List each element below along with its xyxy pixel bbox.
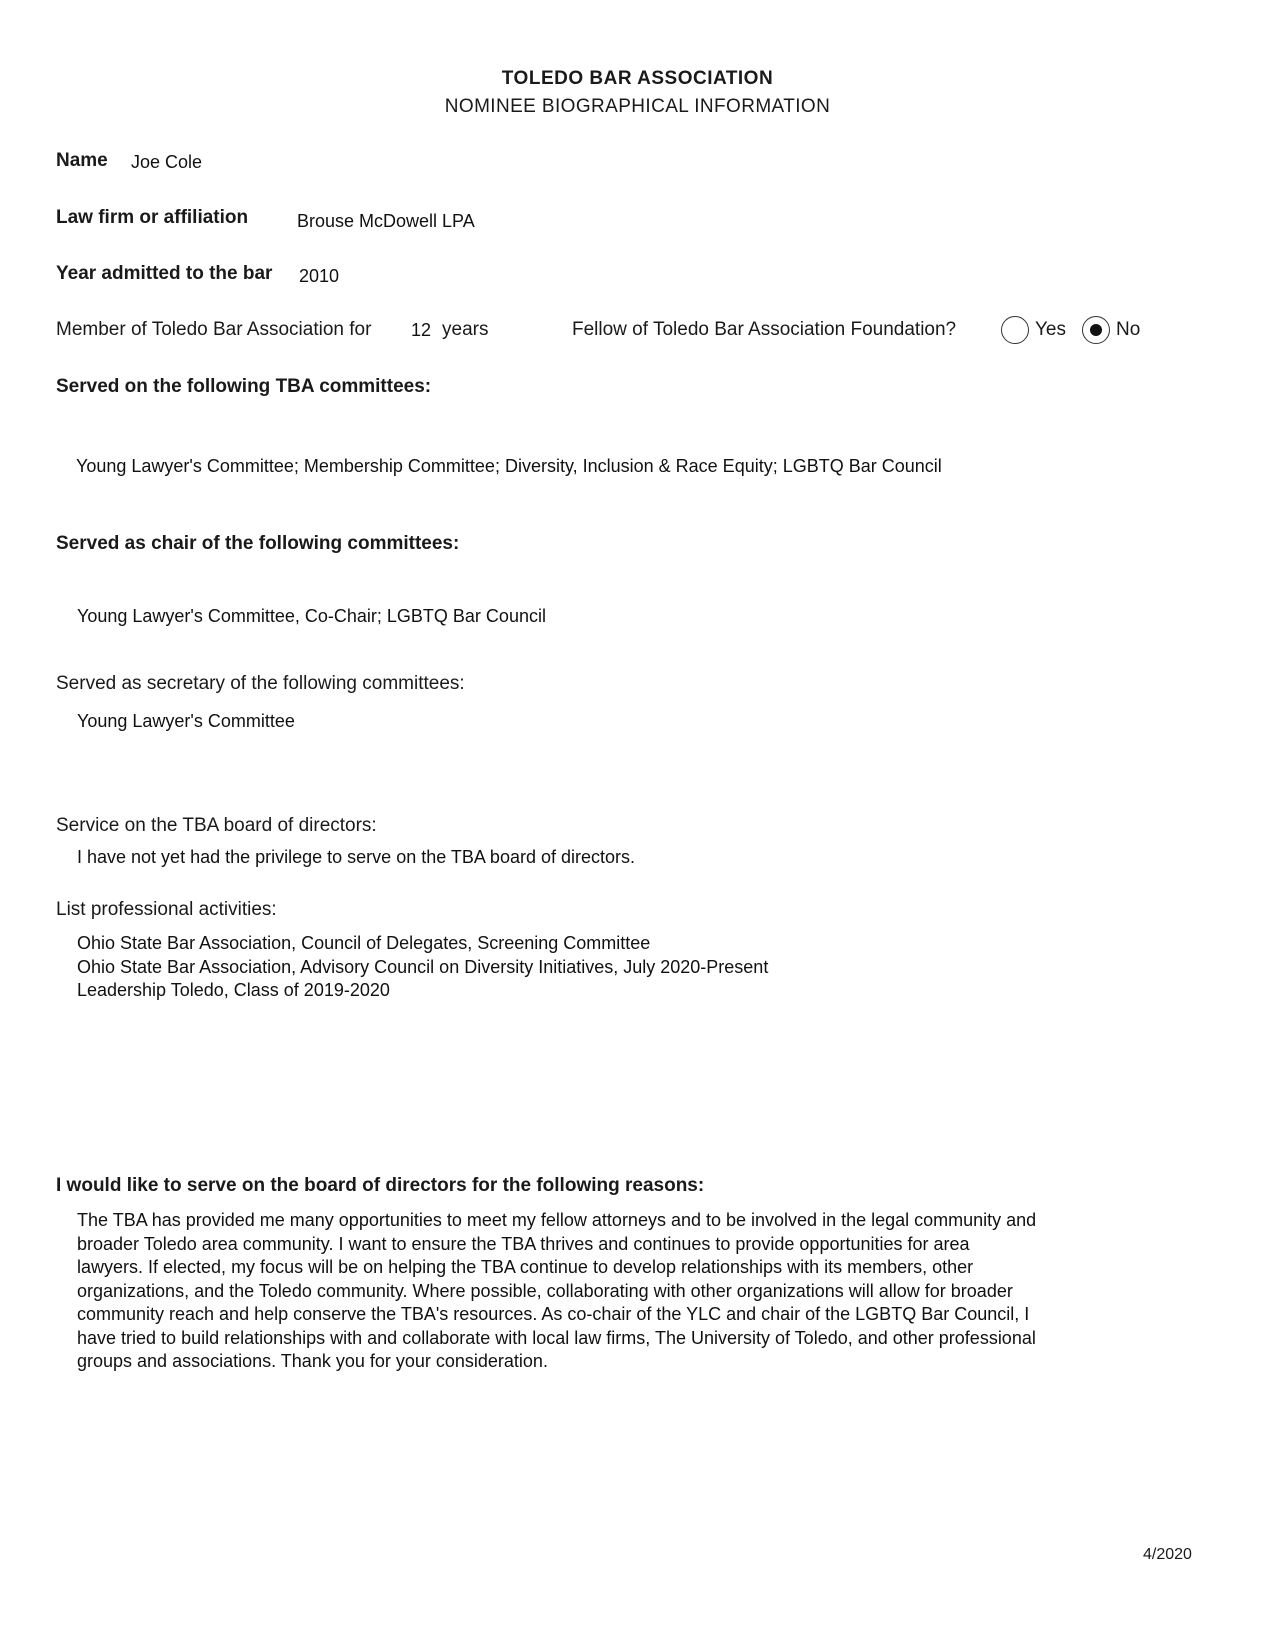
secretary-field[interactable]: Young Lawyer's Committee (77, 711, 295, 731)
committees-field[interactable]: Young Lawyer's Committee; Membership Committee; Diversity, Inclusion & Race Equity; LGBTQ Bar Council (76, 456, 942, 476)
committees-label: Served on the following TBA committees: (56, 376, 432, 397)
activities-field[interactable] (77, 932, 768, 1003)
secretary-label: Served as secretary of the following committees: (56, 673, 465, 694)
board-field[interactable]: I have not yet had the privilege to serve on the TBA board of directors. (77, 847, 635, 867)
name-field[interactable]: Joe Cole (131, 152, 203, 172)
member-years-unit: years (442, 319, 489, 340)
fellow-no-label: No (1116, 319, 1141, 340)
activities-label: List professional activities: (56, 899, 277, 920)
board-label: Service on the TBA board of directors: (56, 815, 377, 836)
reasons-line: The TBA has provided me many opportunities to meet my fellow attorneys and to be involved in the legal community and (77, 1210, 1037, 1230)
activity-item: Leadership Toledo, Class of 2019-2020 (77, 980, 390, 1000)
name-label: Name (56, 150, 108, 171)
reasons-line: organizations, and the Toledo community. Where possible, collaborating with other organizations will allow for broader (77, 1280, 1013, 1301)
fellow-no-radio[interactable] (1082, 316, 1110, 344)
reasons-field[interactable] (77, 1209, 1036, 1374)
activity-item: Ohio State Bar Association, Advisory Council on Diversity Initiatives, July 2020-Present (77, 956, 769, 977)
year-field[interactable]: 2010 (299, 266, 340, 286)
year-label: Year admitted to the bar (56, 263, 273, 284)
firm-field[interactable]: Brouse McDowell LPA (297, 211, 475, 231)
chair-label: Served as chair of the following committees: (56, 533, 460, 554)
radio-selected-dot (1090, 324, 1102, 336)
document-title: TOLEDO BAR ASSOCIATION (501, 68, 774, 89)
reasons-label: I would like to serve on the board of directors for the following reasons: (56, 1175, 705, 1196)
member-label: Member of Toledo Bar Association for (56, 319, 372, 340)
reasons-line: community reach and help conserve the TBA's resources. As co-chair of the YLC and chair of the LGBTQ Bar Council, I (77, 1304, 1030, 1324)
chair-field[interactable]: Young Lawyer's Committee, Co-Chair; LGBTQ Bar Council (77, 606, 546, 626)
activity-item: Ohio State Bar Association, Council of Delegates, Screening Committee (77, 933, 651, 953)
firm-label: Law firm or affiliation (56, 207, 249, 228)
document-subtitle: NOMINEE BIOGRAPHICAL INFORMATION (444, 96, 831, 117)
fellow-yes-label: Yes (1035, 319, 1066, 340)
fellow-label: Fellow of Toledo Bar Association Foundation? (572, 319, 957, 340)
reasons-line: broader Toledo area community. I want to ensure the TBA thrives and continues to provide opportunities for area (77, 1233, 970, 1254)
member-years-field[interactable]: 12 (411, 320, 432, 340)
reasons-line: have tried to build relationships with and collaborate with local law firms, The University of Toledo, and other professional (77, 1327, 1036, 1348)
fellow-yes-radio[interactable] (1001, 316, 1029, 344)
reasons-line: lawyers. If elected, my focus will be on helping the TBA continue to develop relationships with its members, other (77, 1257, 974, 1277)
reasons-line: groups and associations. Thank you for your consideration. (77, 1351, 548, 1371)
form-revision-date: 4/2020 (1143, 1546, 1192, 1563)
